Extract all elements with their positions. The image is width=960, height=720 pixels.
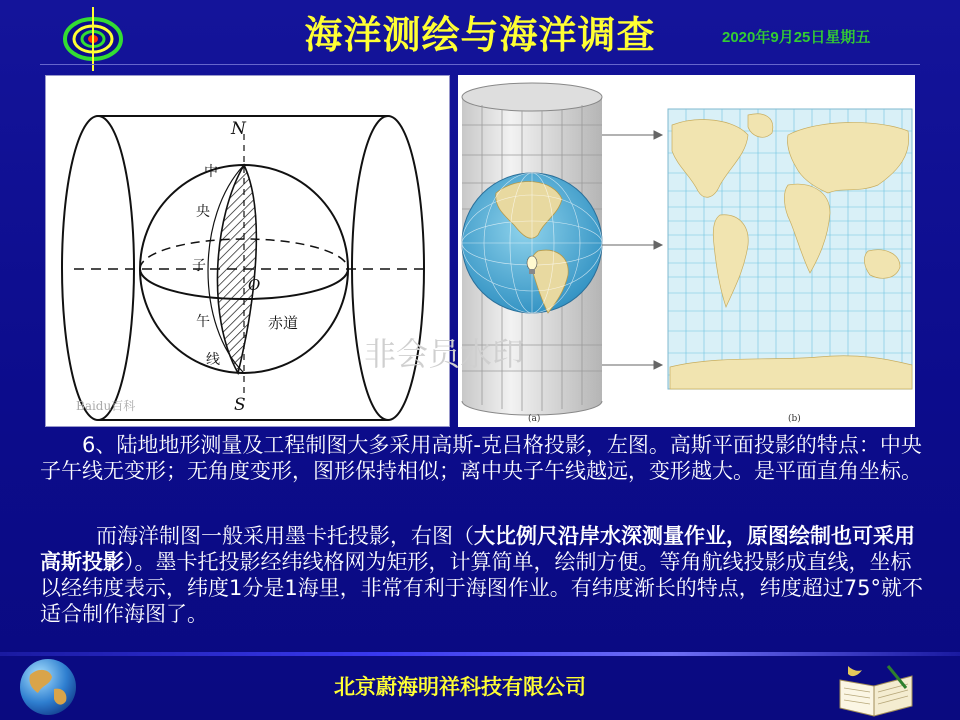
header-divider: [40, 64, 920, 65]
footer-divider: [0, 652, 960, 656]
meridian-char-3: 子: [192, 258, 206, 274]
globe-icon: [16, 655, 80, 719]
figure-b-label: (b): [788, 414, 801, 424]
meridian-char-2: 央: [196, 204, 210, 220]
paragraph-mercator: [40, 523, 925, 627]
gauss-kruger-drawing: [46, 76, 449, 426]
gauss-kruger-diagram: [45, 75, 450, 427]
figure-a-label: (a): [528, 414, 541, 424]
mercator-drawing: [364, 75, 915, 427]
origin-label: O: [248, 276, 261, 294]
paragraph-mercator-part1: 而海洋制图一般采用墨卡托投影，右图（: [96, 524, 474, 548]
member-watermark: 非会员水印: [364, 335, 525, 373]
company-name: 北京蔚海明祥科技有限公司: [334, 674, 586, 699]
meridian-char-4: 午: [196, 314, 210, 330]
page-title: 海洋测绘与海洋调查: [304, 12, 656, 57]
mercator-diagram: [364, 75, 915, 427]
paragraph-gauss: 6、陆地地形测量及工程制图大多采用高斯-克吕格投影，左图。高斯平面投影的特点：中央子午线无变形；无角度变形，图形保持相似；离中央子午线越远，变形越大。是平面直角坐标。: [40, 433, 922, 483]
meridian-char-1: 中: [204, 164, 218, 180]
baidu-watermark: Baidu百科: [76, 399, 136, 413]
date-label: 2020年9月25日星期五: [722, 29, 871, 46]
north-label: N: [231, 119, 246, 139]
paragraph-mercator-highlight: 大比例尺沿岸水深测量作业，原图绘制也可采用高斯投影: [40, 524, 915, 574]
paragraph-mercator-part2: ）。墨卡托投影经纬线格网为矩形，计算简单，绘制方便。等角航线投影成直线，坐标以经纬度表示，纬度1分是1海里，非常有利于海图作业。有纬度渐长的特点，纬度超过75°就不适合制作海图了。: [40, 550, 923, 626]
equator-label: 赤道: [268, 314, 299, 332]
meridian-char-5: 线: [206, 352, 220, 368]
south-label: S: [234, 395, 246, 415]
target-logo-icon: [58, 6, 128, 72]
open-book-icon: [836, 662, 916, 718]
